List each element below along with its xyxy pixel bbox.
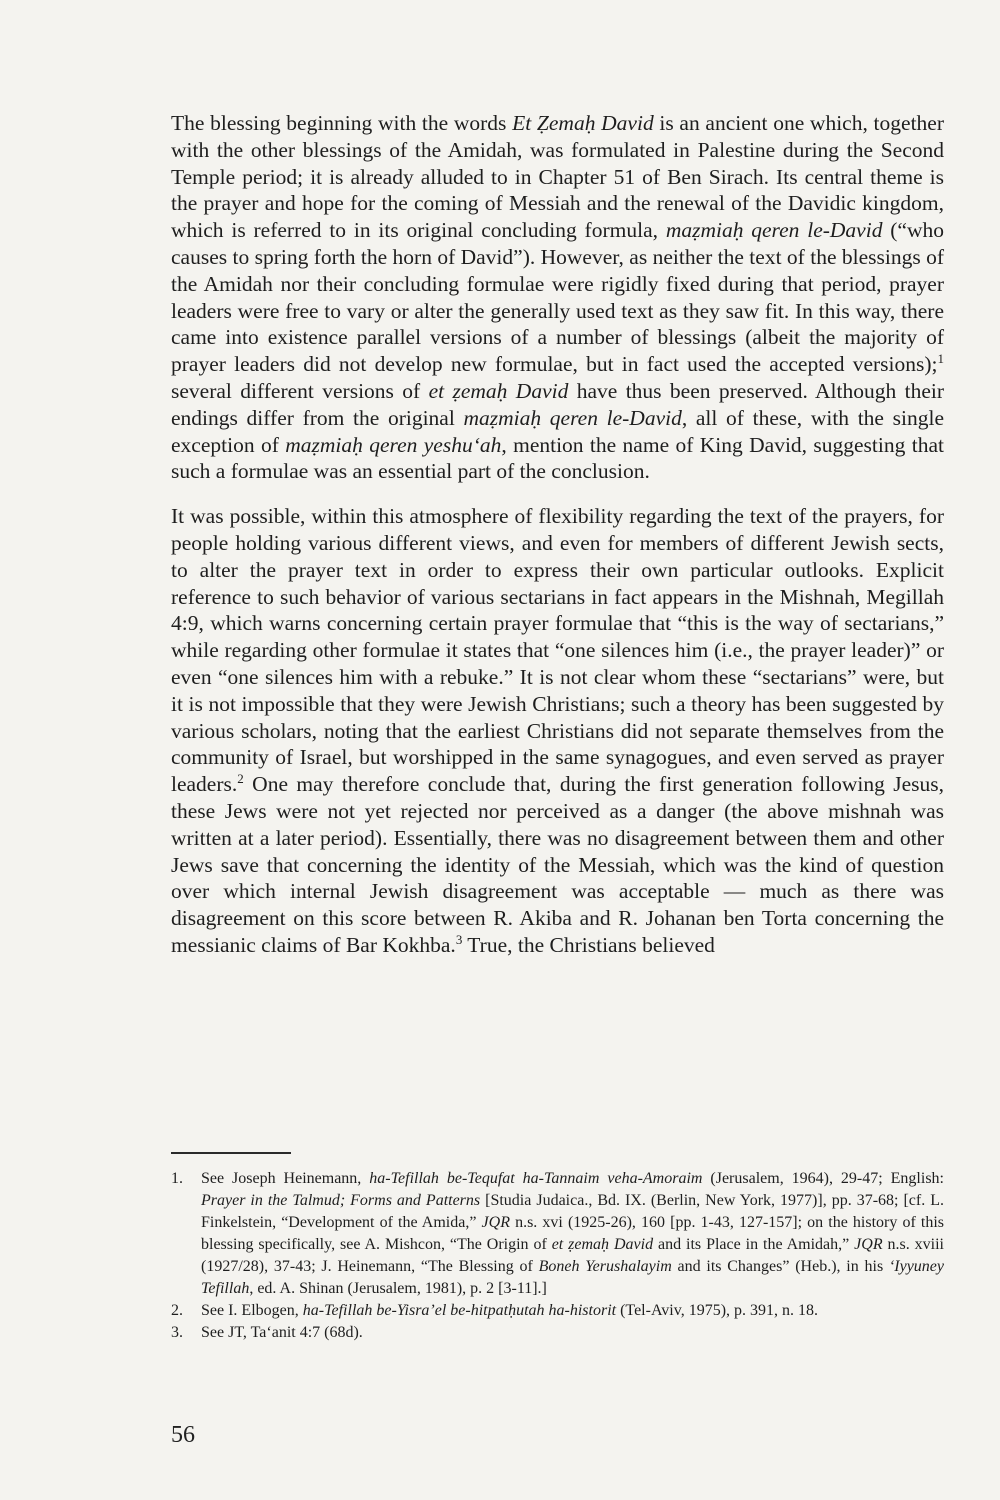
paragraph-1: The blessing beginning with the words Et Ẓemaḥ David is an ancient one which, together with the other blessings of the Amidah, was formulated in Palestine during the Second Temple period; it is already alluded to in Chapter 51 of Ben Sirach. Its central theme is the prayer and hope for the coming of Messiah and the renewal of the Davidic kingdom, which is referred to in its original concluding formula, maẓmiaḥ qeren le-David (“who causes to spring forth the horn of David”). However, as neither the text of the blessings of the Amidah nor their concluding formulae were rigidly fixed during that period, prayer leaders were free to vary or alter the generally used text as they saw fit. In this way, there came into existence parallel versions of a number of blessings (albeit the majority of prayer leaders did not develop new formulae, but in fact used the accepted versions);$^1$ several different versions of et ẓemaḥ David have thus been preserved. Although their endings differ from the original maẓmiaḥ qeren le-David, all of these, with the single exception of maẓmiaḥ qeren yeshu‘ah, mention the name of King David, suggesting that such a formulae was an essential part of the conclusion. (171, 111, 945, 484)
footnote-number: 2. (171, 1302, 183, 1319)
footnote-text: See Joseph Heinemann, ha-Tefillah be-Tequfat ha-Tannaim veha-Amoraim (Jerusalem, 1964), 29-47; English: Prayer in the Talmud; Forms and Patterns [Studia Judaica., Bd. IX. (Berlin, New York, 1977)], pp. 37-68; [cf. L. Finkelstein, “Development of the Amida,” JQR n.s. xvi (1925-26), 160 [pp. 1-43, 127-157]; on the history of this blessing specifically, see A. Mishcon, “The Origin of et ẓemaḥ David and its Place in the Amidah,” JQR n.s. xviii (1927/28), 37-43; J. Heinemann, “The Blessing of Boneh Yerushalayim and its Changes” (Heb.), in his ‘Iyyuney Tefillah, ed. A. Shinan (Jerusalem, 1981), p. 2 [3-11].] (201, 1170, 945, 1297)
italic-term: JQR (481, 1214, 510, 1231)
page-number: 56 (171, 1422, 195, 1448)
footnote-text: See JT, Ta‘anit 4:7 (68d). (201, 1324, 363, 1341)
main-text (171, 110, 944, 959)
italic-term: ha-Tefillah be-Yisra’el be-hitpatḥutah ha-historit (302, 1302, 617, 1319)
italic-term: maẓmiaḥ qeren le-David (463, 405, 682, 430)
italic-term: et ẓemaḥ David (428, 378, 569, 403)
italic-term: Boneh Yerushalayim (538, 1258, 672, 1275)
footnote-number: 1. (171, 1170, 183, 1187)
italic-term: ha-Tefillah be-Tequfat ha-Tannaim veha-Amoraim (369, 1170, 703, 1187)
footnote-text: See I. Elbogen, ha-Tefillah be-Yisra’el be-hitpatḥutah ha-historit (Tel-Aviv, 1975), p. 391, n. 18. (201, 1302, 819, 1319)
footnote-1 (171, 1168, 944, 1300)
italic-term: maẓmiaḥ qeren yeshu‘ah (285, 432, 502, 457)
footnote-separator (171, 1152, 291, 1154)
italic-term: et ẓemaḥ David (551, 1236, 654, 1253)
footnote-2 (171, 1300, 944, 1322)
italic-term: JQR (854, 1236, 883, 1253)
footnotes (171, 1168, 944, 1344)
footnote-marker: 1 (937, 351, 944, 367)
italic-term: Et Ẓemaḥ David (512, 111, 654, 135)
paragraph-2: It was possible, within this atmosphere of flexibility regarding the text of the prayers, for people holding various different views, and even for members of different Jewish sects, to alter the prayer text in order to express their own particular outlooks. Explicit reference to such behavior of various sectarians in fact appears in the Mishnah, Megillah 4:9, which warns concerning certain prayer formulae that “this is the way of sectarians,” while regarding other formulae it states that “one silences him (i.e., the prayer leader)” or even “one silences him with a rebuke.” It is not clear whom these “sectarians” were, but it is not impossible that they were Jewish Christians; such a theory has been suggested by various scholars, noting that the earliest Christians did not separate themselves from the community of Israel, but worshipped in the same synagogues, and even served as prayer leaders.$^2$ One may therefore conclude that, during the first generation following Jesus, these Jews were not yet rejected nor perceived as a danger (the above mishnah was written at a later period). Essentially, there was no disagreement between them and other Jews save that concerning the identity of the Messiah, which was the kind of question over which internal Jewish disagreement was acceptable — much as there was disagreement on this score between R. Akiba and R. Johanan ben Torta concerning the messianic claims of Bar Kokhba.$^3$ True, the Christians believed (171, 504, 944, 957)
footnote-marker: 3 (455, 931, 463, 947)
italic-term: maẓmiaḥ qeren le-David (665, 218, 883, 243)
italic-term: Prayer in the Talmud; Forms and Patterns (201, 1192, 481, 1209)
footnote-3 (171, 1322, 944, 1344)
footnote-marker: 2 (237, 770, 244, 786)
footnote-number: 3. (171, 1324, 183, 1341)
italic-term: ‘Iyyuney Tefillah (201, 1258, 944, 1297)
